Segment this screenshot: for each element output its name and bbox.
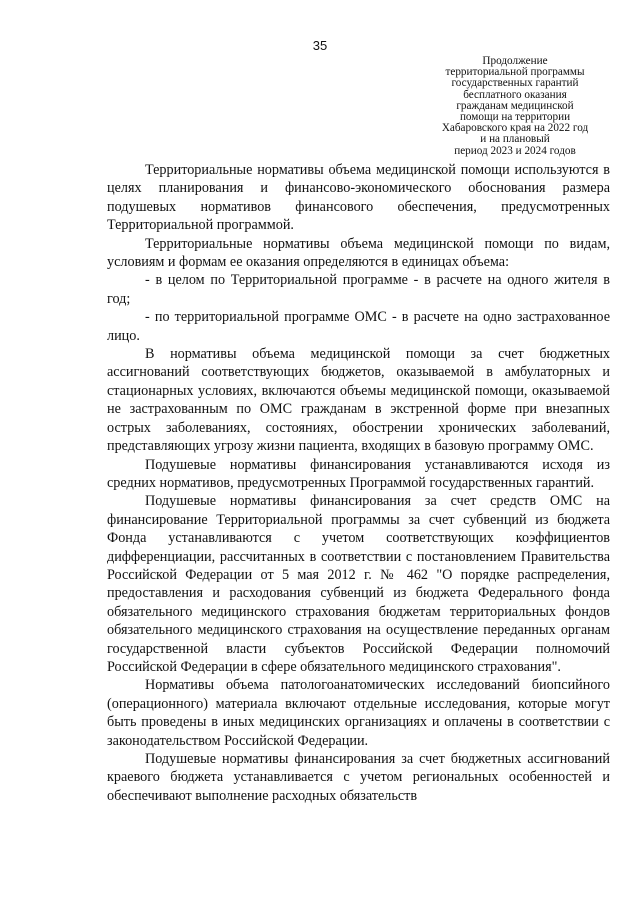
page-number: 35 (312, 38, 328, 53)
header-line: период 2023 и 2024 годов (454, 144, 576, 157)
header-line: государственных гарантий (451, 77, 579, 90)
header-line: бесплатного оказания (463, 88, 567, 101)
paragraph: Нормативы объема патологоанатомических исследований биопсийного (операционного) материала включают отдельные исследования, которые могут быть проведены в иных медицинских организациях и оплачены в соответствии с законодательством Российской Федерации. (107, 677, 610, 749)
list-item: - по территориальной программе ОМС - в расчете на одно застрахованное лицо. (107, 309, 610, 344)
header-line: помощи на территории (459, 111, 571, 124)
paragraph: Подушевые нормативы финансирования за счет средств ОМС на финансирование Территориальной программы за счет субвенций из бюджета Фонда устанавливаются с учетом соответствующих коэффициентов дифференциации, рассчитанных в соответствии с постановлением Правительства Российской Федерации от 5 мая 2012 г. № 462 "О порядке распределения, предоставления и расходования субвенций из бюджета Федерального фонда обязательного медицинского страхования бюджетам территориальных фондов обязательного медицинского страхования на осуществление переданных органам государственной власти субъектов Российской Федерации полномочий Российской Федерации в сфере обязательного медицинского страхования". (107, 493, 610, 675)
header-line: Хабаровского края на 2022 год (441, 122, 589, 135)
list-item: - в целом по Территориальной программе - в расчете на одного жителя в год; (107, 272, 610, 307)
document-body (107, 161, 610, 805)
header-line: и на плановый (480, 133, 550, 146)
continuation-header (420, 56, 610, 157)
paragraph: Подушевые нормативы финансирования за счет бюджетных ассигнований краевого бюджета устанавливается с учетом региональных особенностей и обеспечивают выполнение расходных обязательств (107, 751, 610, 804)
paragraph: Территориальные нормативы объема медицинской помощи используются в целях планирования и финансово-экономического обоснования размера подушевых нормативов финансового обеспечения, предусмотренных Территориальной программой. (107, 162, 610, 234)
paragraph: Территориальные нормативы объема медицинской помощи по видам, условиям и формам ее оказания определяются в единицах объема: (107, 235, 610, 271)
header-line: Продолжение (482, 55, 548, 67)
header-line: гражданам медицинской (456, 99, 574, 112)
header-line: территориальной программы (445, 66, 585, 79)
paragraph: Подушевые нормативы финансирования устанавливаются исходя из средних нормативов, предусмотренных Программой государственных гарантий. (107, 456, 610, 491)
paragraph: В нормативы объема медицинской помощи за счет бюджетных ассигнований соответствующих бюджетов, оказываемой в амбулаторных и стационарных условиях, включаются объемы медицинской помощи, оказываемой не застрахованным по ОМС гражданам в экстренной форме при внезапных острых заболеваниях, состояниях, обострении хронических заболеваний, представляющих угрозу жизни пациента, входящих в базовую программу ОМС. (107, 346, 610, 455)
